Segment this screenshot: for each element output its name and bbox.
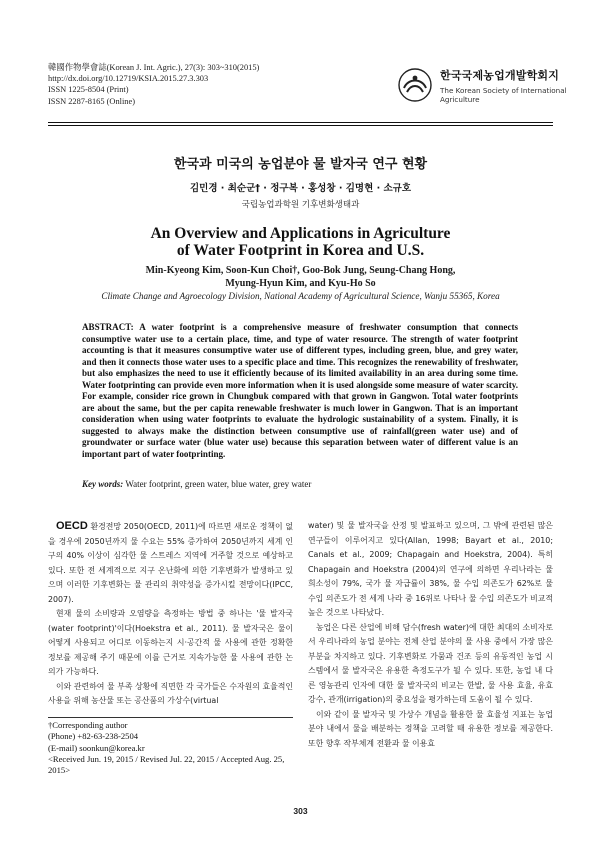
- footnote-rule: [48, 717, 293, 718]
- abstract: ABSTRACT: A water footprint is a comprehensive measure of freshwater consumption that connects consumptive water use to a certain place, time, and type of water resource. The strength of water footprint accounting is that it measures consumptive water use of different types, including green, blue, and grey water, and then it connects those water uses to a specific place and time. This recognizes the renewability of freshwater, but also emphasizes the need to use it efficiently because of its limited availability in an area during some time. Water footprinting can provide even more information when it is used alongside some measure of water scarcity. For example, consider rice grown in Chungbuk compared with that grown in Gangwon. Total water footprints are about the same, but the per capita renewable freshwater is much lower in Gangwon. That is an important consideration when using water footprints to evaluate the hydrologic sustainability of a system. Finally, it is suggested to always make the distinction between consumptive use of rainfall(green water use) and of groundwater or surface water (blue water use) because this separation between water of different value is an important part of water footprinting.: [82, 322, 518, 460]
- society-logo-icon: [398, 68, 432, 106]
- keywords: [82, 479, 518, 489]
- paragraph: 농업은 다른 산업에 비해 담수(fresh water)에 대한 최대의 소비자로서 우리나라의 농업 분야는 전체 산업 분야의 물 사용 중에서 가장 많은 부분을 차지하고 있다. 기후변화로 가뭄과 건조 등의 유동적인 농업 시스템에서 물 발자국은 유용한 측정도구가 될 수 있다. 또한, 농업 내 다른 영농관리 인자에 대한 물 발자국의 비교는 한발, 물 사용 효율, 유효강수, 관개(irrigation)의 중요성을 평가하는데 도움이 될 수 있다.: [308, 622, 553, 704]
- keywords-label: Key words:: [82, 479, 124, 489]
- affiliation-english: Climate Change and Agroecology Division, National Academy of Agricultural Science, Wanju 55365, Korea: [101, 291, 500, 301]
- journal-citation: 韓國作物學會誌(Korean J. Int. Agric.), 27(3): 303~310(2015): [48, 63, 260, 72]
- title-english: [48, 226, 553, 259]
- lead-word: OECD: [56, 520, 88, 532]
- society-name-en: The Korean Society of International Agriculture: [440, 86, 567, 104]
- header-rule: [48, 122, 553, 123]
- authors-korean: 김민경 · 최순군† · 정구복 · 홍성창 · 김명현 · 소규호: [189, 183, 412, 194]
- footnote: [48, 720, 298, 776]
- body-column-left: [48, 519, 293, 709]
- title-korean: 한국과 미국의 농업분야 물 발자국 연구 현황: [173, 157, 428, 172]
- title-english-line2: of Water Footprint in Korea and U.S.: [176, 241, 425, 259]
- title-english-line1: An Overview and Applications in Agriculture: [150, 225, 451, 242]
- authors-english-line2: Myung-Hyun Kim, and Kyu-Ho So: [225, 278, 376, 289]
- phone: (Phone) +82-63-238-2504: [48, 731, 139, 742]
- paragraph: 이와 관련하여 물 부족 상황에 직면한 각 국가들은 수자원의 효율적인 사용을 위해 농산물 또는 공산품의 가상수(virtual: [48, 681, 293, 705]
- paragraph: 이와 같이 물 발자국 및 가상수 개념을 활용한 물 효율성 지표는 농업분야 내에서 물을 배분하는 정책을 고려할 때 유용한 정보를 제공한다. 또한 향후 작부체계 전환과 물 이용효: [308, 709, 553, 748]
- issn-print: ISSN 1225-8504 (Print): [48, 85, 129, 95]
- authors-english-line1: Min-Kyeong Kim, Soon-Kun Choi†, Goo-Bok Jung, Seung-Chang Hong,: [145, 265, 456, 276]
- received-dates: <Received Jun. 19, 2015 / Revised Jul. 22, 2015 / Accepted Aug. 25, 2015>: [48, 753, 285, 776]
- authors-english: [48, 264, 553, 290]
- page-number: 303: [293, 806, 308, 816]
- email[interactable]: (E-mail) soonkun@korea.kr: [48, 742, 145, 753]
- corresponding-author: †Corresponding author: [48, 720, 128, 730]
- issn-online: ISSN 2287-8165 (Online): [48, 96, 136, 106]
- doi-link[interactable]: http://dx.doi.org/10.12719/KSIA.2015.27.3.303: [48, 74, 209, 84]
- header-rule-thin: [48, 125, 553, 126]
- society-name-ko: 한국국제농업개발학회지: [440, 69, 560, 82]
- journal-header: [48, 62, 259, 107]
- paragraph: water) 및 물 발자국을 산정 및 발표하고 있으며, 그 밖에 관련된 많은 연구들이 이루어지고 있다(Allan, 1998; Bayart et al., 2010; Canals et al., 2009; Chapagain and Hoekstra, 2004). 특히 Chapagain and Hoekstra (2004)의 연구에 의하면 우리나라는 물 희소성이 79%, 국가 물 자급률이 38%, 물 수입 의존도가 62%로 물 수입 의존도가 전 세계 나라 중 16위로 나타나 물 수입 의존도가 비교적 높은 것으로 나타났다.: [308, 521, 553, 617]
- paragraph: 현재 물의 소비량과 오염량을 측정하는 방법 중 하나는 '물 발자국(water footprint)'이다(Hoekstra et al., 2011). 물 발자국은 물이 어떻게 사용되고 어디로 이동하는지 시·공간적 물 사용에 관한 정확한 정보를 제공해 주기 때문에 이를 근거로 지속가능한 물 사용에 관한 논의가 가능하다.: [48, 609, 293, 676]
- keywords-list: Water footprint, green water, blue water, grey water: [125, 479, 312, 489]
- affiliation-korean: 국립농업과학원 기후변화생태과: [241, 200, 360, 210]
- society-name: [440, 67, 570, 104]
- body-column-right: [308, 519, 553, 751]
- paragraph: 환경전망 2050(OECD, 2011)에 따르면 새로운 정책이 없을 경우에 2050년까지 물 수요는 55% 증가하여 2050년까지 세계 인구의 40% 이상이 심각한 물 스트레스 지역에 거주할 것으로 예상하고 있다. 또한 전 세계적으로 지구 온난화에 의한 기후변화가 발생하고 있으며 이러한 기후변화는 물 관리의 취약성을 증가시킬 전망이다(IPCC, 2007).: [48, 522, 293, 604]
